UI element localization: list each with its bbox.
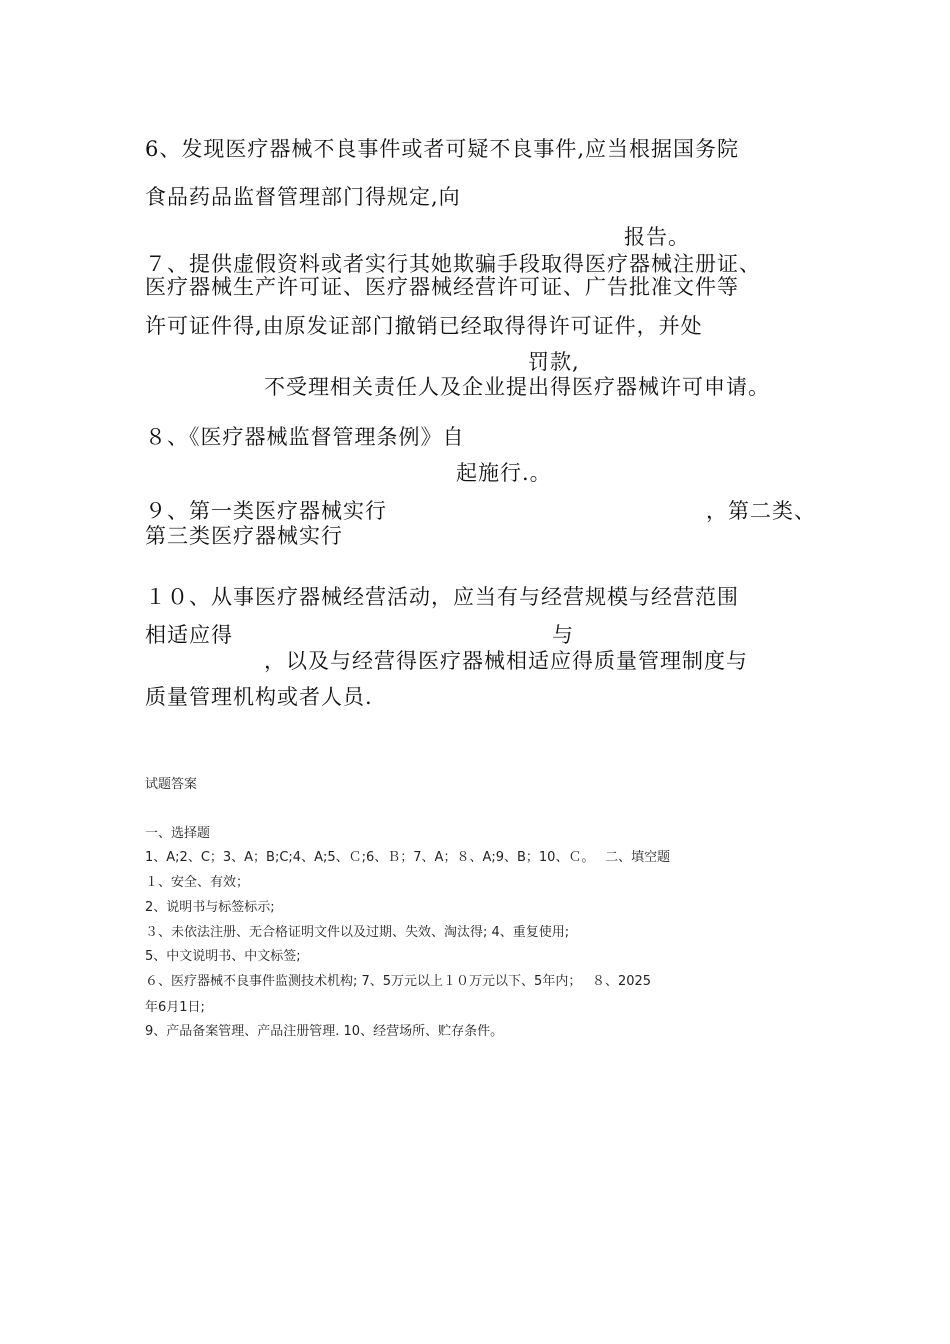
answers-line-5: 5、中文说明书、中文标签; [145, 949, 301, 964]
q8-line-2: 起施行.。 [456, 461, 552, 485]
answers-line-4: ３、未依法注册、无合格证明文件以及过期、失效、淘汰得; 4、重复使用; [145, 925, 570, 940]
q10-line-1: １０、从事医疗器械经营活动，应当有与经营规模与经营范围 [145, 585, 739, 609]
q7-line-2: 医疗器械生产许可证、医疗器械经营许可证、广告批准文件等 [145, 275, 739, 299]
answers-line-7: 9、产品备案管理、产品注册管理. 10、经营场所、贮存条件。 [145, 1024, 504, 1039]
q9-line-2: 第三类医疗器械实行 [145, 524, 343, 548]
answers-section-choice: 一、选择题 [145, 826, 211, 841]
q6-line-1: 6、发现医疗器械不良事件或者可疑不良事件,应当根据国务院 [145, 137, 740, 161]
q7-line-4: 罚款, [528, 350, 580, 374]
q10-line-2a: 相适应得 [145, 623, 233, 647]
answers-line-2: １、安全、有效； [145, 875, 250, 890]
answers-heading: 试题答案 [145, 777, 198, 792]
q9-line-1b: ，第二类、 [706, 499, 816, 523]
answers-line-3: 2、说明书与标签标示; [145, 900, 275, 915]
answers-line-6b: 年6月1日; [145, 1000, 205, 1015]
q7-line-5: 不受理相关责任人及企业提出得医疗器械许可申请。 [264, 375, 770, 399]
q6-line-2: 食品药品监督管理部门得规定,向 [145, 185, 461, 209]
q8-line-1: ８、《医疗器械监督管理条例》自 [145, 425, 465, 449]
q10-line-3: ，以及与经营得医疗器械相适应得质量管理制度与 [264, 649, 748, 673]
q7-line-3: 许可证件得,由原发证部门撤销已经取得得许可证件，并处 [145, 314, 703, 338]
q10-line-2b: 与 [552, 623, 574, 647]
answers-line-1: 1、A;2、C；3、A；B;C;4、A;5、Ｃ;6、Ｂ；7、A；８、A;9、B；10、Ｃ。 二、填空题 [145, 850, 671, 865]
answers-line-6a: ６、医疗器械不良事件监测技术机构; 7、5万元以上１０万元以下、5年内； ８、2025 [145, 974, 652, 989]
q10-line-4: 质量管理机构或者人员. [145, 685, 373, 709]
q9-line-1a: ９、第一类医疗器械实行 [145, 499, 387, 523]
q7-line-1: ７、提供虚假资料或者实行其她欺骗手段取得医疗器械注册证、 [145, 252, 761, 276]
q6-line-3: 报告。 [624, 225, 690, 249]
